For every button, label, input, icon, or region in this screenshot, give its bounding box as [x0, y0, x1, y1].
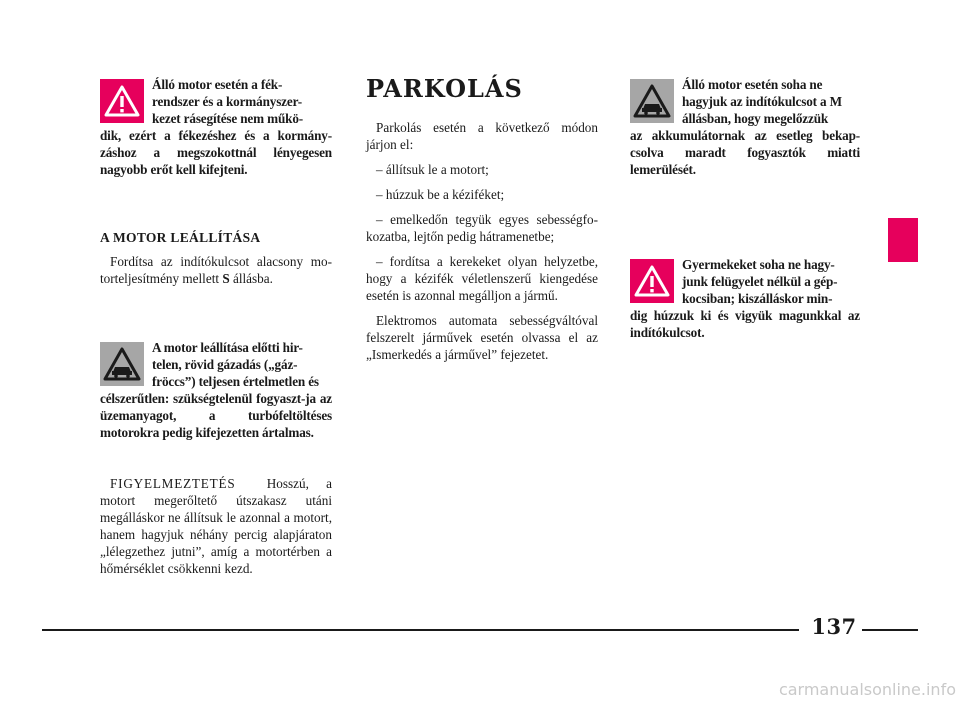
warning-triangle-icon	[630, 259, 674, 303]
section-text-position: S	[222, 271, 230, 286]
parking-step-2: – húzzuk be a kéziféket;	[376, 187, 505, 202]
warning-gas-line1: A motor leállítása előtti hir-	[152, 340, 303, 355]
warning-battery-line3: állásban, hogy megelőzzük	[682, 111, 829, 126]
page-number: 137	[811, 614, 857, 639]
chapter-tab	[888, 218, 918, 262]
parking-step-1: – állítsuk le a motort;	[376, 162, 489, 177]
parking-step-4: – fordítsa a kerekeket olyan helyzetbe, hogy a kézifék véletlenszerű kiengedése esetén is azonnal megálljon a jármű.	[366, 254, 598, 303]
watermark: carmanualsonline.info	[778, 680, 956, 699]
warning-triangle-icon	[100, 79, 144, 123]
warning-brake-line2: rendszer és a kormányszer-	[152, 94, 303, 109]
warning-children-line1: Gyermekeket soha ne hagy-	[682, 257, 835, 272]
parking-title: PARKOLÁS	[366, 74, 523, 103]
car-warning-triangle-icon	[630, 79, 674, 123]
warning-gas-box	[100, 339, 332, 441]
warning-children-line2: junk felügyelet nélkül a gép-	[682, 274, 838, 289]
warning-children-text: dig húzzuk ki és vigyük magunkkal az indítókulcsot.	[630, 308, 860, 340]
warning-brake-text: dik, ezért a fékezéshez és a kormány-záshoz a megszokottnál lényegesen nagyobb erőt kell kifejteni.	[100, 128, 332, 177]
warning-children-box	[630, 256, 860, 341]
notice-label: FIGYELMEZTETÉS	[110, 476, 236, 491]
warning-battery-box	[630, 76, 860, 178]
section-title-engine-stop: A MOTOR LEÁLLÍTÁSA	[100, 230, 261, 245]
warning-gas-text: célszerűtlen: szükségtelenül fogyaszt-ja az üzemanyagot, a turbófeltöltéses motorokra pedig kifejezetten ártalmas.	[100, 391, 332, 440]
warning-brake-box	[100, 76, 332, 178]
notice-paragraph	[100, 475, 332, 577]
parking-paragraph-1: Parkolás esetén a következő módon járjon el:	[366, 120, 598, 152]
warning-children-line3: kocsiban; kiszálláskor min-	[682, 291, 833, 306]
car-warning-triangle-icon	[100, 342, 144, 386]
section-text-after: állásba.	[229, 271, 273, 286]
warning-battery-line2: hagyjuk az indítókulcsot a M	[682, 94, 842, 109]
warning-gas-line2: telen, rövid gázadás („gáz-	[152, 357, 298, 372]
warning-brake-line1: Álló motor esetén a fék-	[152, 77, 283, 92]
left-column	[100, 76, 332, 577]
middle-column	[366, 72, 598, 371]
warning-battery-text: az akkumulátornak az esetleg bekap-csolva maradt fogyasztók miatti lemerülését.	[630, 128, 860, 177]
section-text-engine-stop	[100, 253, 332, 287]
notice-text: Hosszú, a motort megerőltető útszakasz utáni megálláskor ne állítsuk le azonnal a motort, hanem hagyjuk néhány percig alapjáraton „lélegzethez jutni”, amíg a motortérben a hőmérséklet csökkenni kezd.	[100, 476, 332, 576]
parking-step-3: – emelkedőn tegyük egyes sebességfo-kozatba, lejtőn pedig hátramenetbe;	[366, 212, 598, 244]
section-text-before: Fordítsa az indítókulcsot alacsony mo-torteljesítmény mellett	[100, 254, 332, 286]
right-column	[630, 76, 860, 341]
parking-paragraph-automatic: Elektromos automata sebességváltóval felszerelt járművek esetén olvassa el az „Ismerkedés a járművel” fejezetet.	[366, 313, 598, 362]
footer-rule-right	[862, 629, 918, 631]
warning-battery-line1: Álló motor esetén soha ne	[682, 77, 823, 92]
warning-brake-line3: kezet rásegítése nem műkö-	[152, 111, 304, 126]
warning-gas-line3: fröccs”) teljesen értelmetlen és	[152, 374, 319, 389]
footer-rule-left	[42, 629, 799, 631]
